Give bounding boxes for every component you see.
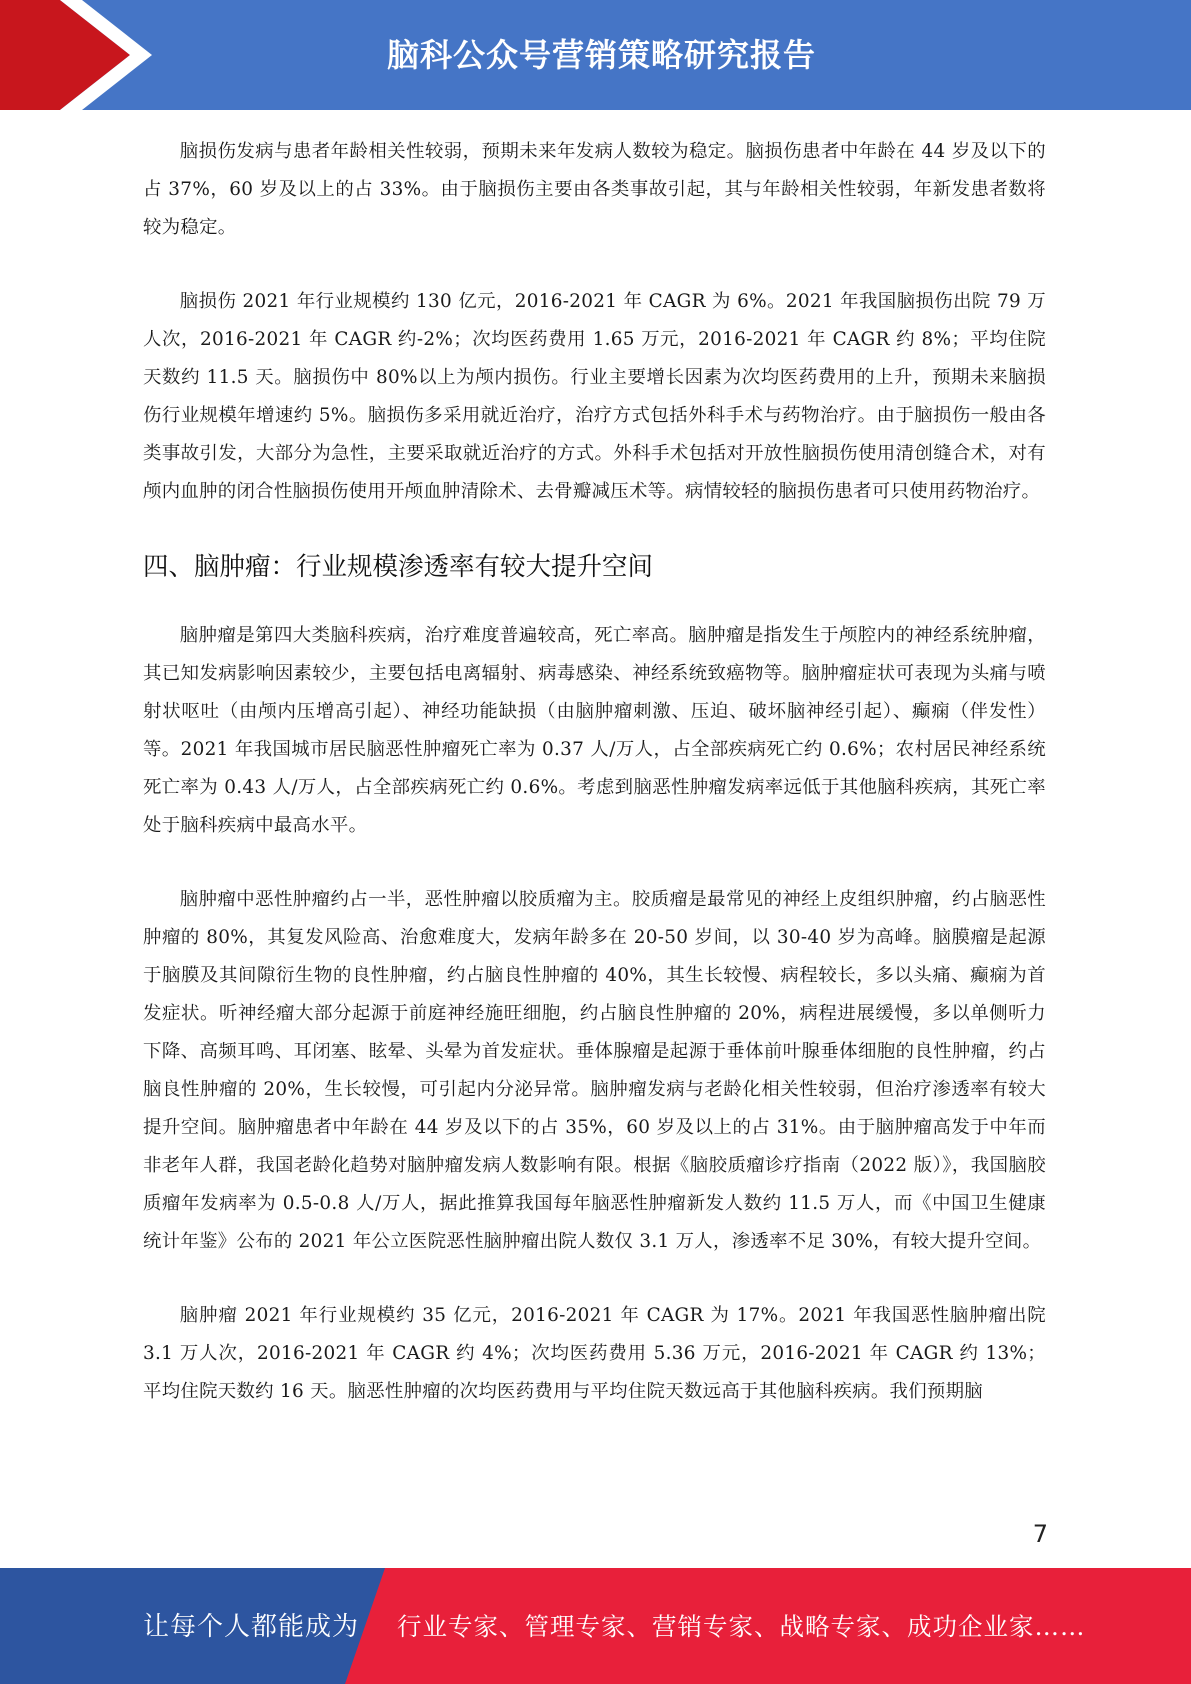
paragraph: 脑损伤 2021 年行业规模约 130 亿元，2016-2021 年 CAGR 为 6%。2021 年我国脑损伤出院 79 万人次，2016-2021 年 CAGR 约-2%；次均医药费用 1.65 万元，2016-2021 年 CAGR 约 8%；平均住院天数约 11.5 天。脑损伤中 80%以上为颅内损伤。行业主要增长因素为次均医药费用的上升，预期未来脑损伤行业规模年增速约 5%。脑损伤多采用就近治疗，治疗方式包括外科手术与药物治疗。由于脑损伤一般由各类事故引发，大部分为急性，主要采取就近治疗的方式。外科手术包括对开放性脑损伤使用清创缝合术，对有颅内血肿的闭合性脑损伤使用开颅血肿清除术、去骨瓣减压术等。病情较轻的脑损伤患者可只使用药物治疗。 [143,291,1046,502]
footer-slogan-left: 让每个人都能成为 [143,1612,360,1642]
header-title: 脑科公众号营销策略研究报告 [386,36,816,74]
document-body [143,133,1046,1447]
footer-slogan-right: 行业专家、管理专家、营销专家、战略专家、成功企业家…… [397,1612,1086,1641]
page-footer [0,1568,1191,1684]
page-number: 7 [1032,1520,1048,1548]
paragraph: 脑肿瘤是第四大类脑科疾病，治疗难度普遍较高，死亡率高。脑肿瘤是指发生于颅腔内的神经系统肿瘤，其已知发病影响因素较少，主要包括电离辐射、病毒感染、神经系统致癌物等。脑肿瘤症状可表现为头痛与喷射状呕吐（由颅内压增高引起）、神经功能缺损（由脑肿瘤刺激、压迫、破坏脑神经引起）、癫痫（伴发性）等。2021 年我国城市居民脑恶性肿瘤死亡率为 0.37 人/万人，占全部疾病死亡约 0.6%；农村居民神经系统死亡率为 0.43 人/万人，占全部疾病死亡约 0.6%。考虑到脑恶性肿瘤发病率远低于其他脑科疾病，其死亡率处于脑科疾病中最高水平。 [143,625,1046,836]
section-heading: 四、脑肿瘤：行业规模渗透率有较大提升空间 [143,552,654,582]
paragraph: 脑肿瘤中恶性肿瘤约占一半，恶性肿瘤以胶质瘤为主。胶质瘤是最常见的神经上皮组织肿瘤，约占脑恶性肿瘤的 80%，其复发风险高、治愈难度大，发病年龄多在 20-50 岁间，以 30-40 岁为高峰。脑膜瘤是起源于脑膜及其间隙衍生物的良性肿瘤，约占脑良性肿瘤的 40%，其生长较慢、病程较长，多以头痛、癫痫为首发症状。听神经瘤大部分起源于前庭神经施旺细胞，约占脑良性肿瘤的 20%，病程进展缓慢，多以单侧听力下降、高频耳鸣、耳闭塞、眩晕、头晕为首发症状。垂体腺瘤是起源于垂体前叶腺垂体细胞的良性肿瘤，约占脑良性肿瘤的 20%，生长较慢，可引起内分泌异常。脑肿瘤发病与老龄化相关性较弱，但治疗渗透率有较大提升空间。脑肿瘤患者中年龄在 44 岁及以下的占 35%，60 岁及以上的占 31%。由于脑肿瘤高发于中年而非老年人群，我国老龄化趋势对脑肿瘤发病人数影响有限。根据《脑胶质瘤诊疗指南（2022 版）》，我国脑胶质瘤年发病率为 0.5-0.8 人/万人，据此推算我国每年脑恶性肿瘤新发人数约 11.5 万人，而《中国卫生健康统计年鉴》公布的 2021 年公立医院恶性脑肿瘤出院人数仅 3.1 万人，渗透率不足 30%，有较大提升空间。 [143,889,1046,1252]
paragraph: 脑损伤发病与患者年龄相关性较弱，预期未来年发病人数较为稳定。脑损伤患者中年龄在 44 岁及以下的占 37%，60 岁及以上的占 33%。由于脑损伤主要由各类事故引起，其与年龄相关性较弱，年新发患者数将较为稳定。 [143,141,1046,238]
page-header [0,0,1191,110]
paragraph: 脑肿瘤 2021 年行业规模约 35 亿元，2016-2021 年 CAGR 为 17%。2021 年我国恶性脑肿瘤出院 3.1 万人次，2016-2021 年 CAGR 约 4%；次均医药费用 5.36 万元，2016-2021 年 CAGR 约 13%；平均住院天数约 16 天。脑恶性肿瘤的次均医药费用与平均住院天数远高于其他脑科疾病。我们预期脑 [143,1305,1046,1402]
